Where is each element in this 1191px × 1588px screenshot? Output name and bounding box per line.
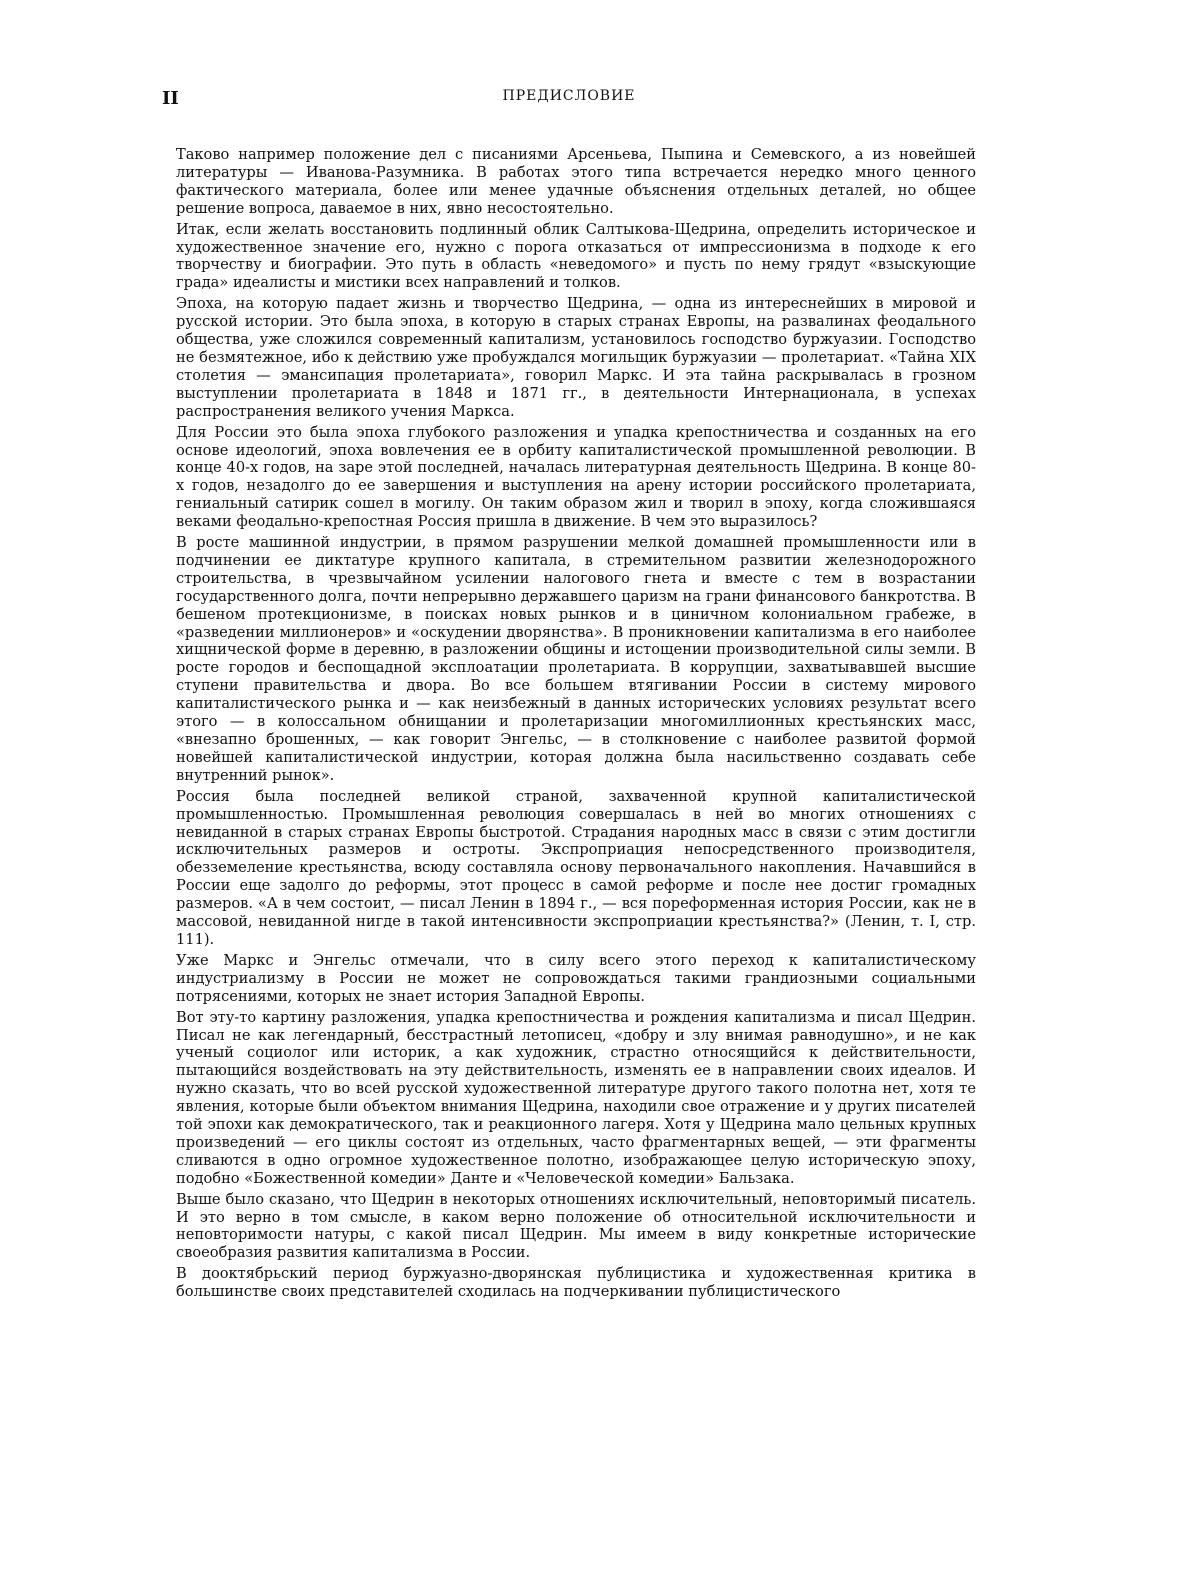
paragraph: Таково например положение дел с писаниями Арсеньева, Пыпина и Семевского, а из новейшей литературы — Иванова-Разумника. В работах этого типа встречается нередко много ценного фактического материала, более или менее удачные объяснения отдельных деталей, но общее решение вопроса, даваемое в них, явно несостоятельно. [176, 146, 976, 217]
paragraph: Выше было сказано, что Щедрин в некоторых отношениях исключительный, неповторимый писатель. И это верно в том смысле, в каком верно положение об относительной исключительности и неповторимости натуры, с какой писал Щедрин. Мы имеем в виду конкретные исторические своеобразия развития капитализма в России. [176, 1190, 976, 1262]
running-title: ПРЕДИСЛОВИЕ [502, 88, 636, 104]
paragraph: В росте машинной индустрии, в прямом разрушении мелкой домашней промышленности или в подчинении ее диктатуре крупного капитала, в стремительном развитии железнодорожного строительства, в чрезвычайном усилении налогового гнета и вместе с тем в возрастании государственного долга, почти непрерывно державшего царизм на грани финансового банкротства. В бешеном протекционизме, в поисках новых рынков и в циничном колониальном грабеже, в «разведении миллионеров» и «оскудении дворянства». В проникновении капитализма в его наиболее хищнической форме в деревню, в разложении общины и истощении производительной силы земли. В росте городов и беспощадной эксплоатации пролетариата. В коррупции, захватывавшей высшие ступени правительства и двора. Во все большем втягивании России в систему мирового капиталистического рынка и — как неизбежный в данных исторических условиях результат всего этого — в колоссальном обнищании и пролетаризации многомиллионных крестьянских масс, «внезапно брошенных, — как говорит Энгельс, — в столкновение с наиболее развитой формой новейшей капиталистической индустрии, которая должна была насильственно создавать себе внутренний рынок». [176, 534, 976, 784]
page-number: II [162, 88, 179, 109]
page-header [162, 88, 976, 112]
body-text [176, 146, 976, 1304]
paragraph: Уже Маркс и Энгельс отмечали, что в силу всего этого переход к капиталистическому индустриализму в России не может не сопровождаться такими грандиозными социальными потрясениями, которых не знает история Западной Европы. [176, 951, 976, 1005]
paragraph: Россия была последней великой страной, захваченной крупной капиталистической промышленностью. Промышленная революция совершалась в ней во многих отношениях с невиданной в старых странах Европы быстротой. Страдания народных масс в связи с этим достигли исключительных размеров и остроты. Экспроприация непосредственного производителя, обезземеление крестьянства, всюду составляла основу первоначального накопления. Начавшийся в России еще задолго до реформы, этот процесс в самой реформе и после нее достиг громадных размеров. «А в чем состоит, — писал Ленин в 1894 г., — вся пореформенная история России, как не в массовой, невиданной нигде в такой интенсивности экспроприации крестьянства?» (Ленин, т. I, стр. 111). [176, 787, 976, 948]
paragraph: В дооктябрьский период буржуазно-дворянская публицистика и художественная критика в большинстве своих представителей сходилась на подчеркивании публицистического [176, 1265, 976, 1301]
paragraph: Итак, если желать восстановить подлинный облик Салтыкова-Щедрина, определить историческое и художественное значение его, нужно с порога отказаться от импрессионизма в подходе к его творчеству и биографии. Это путь в область «неведомого» и пусть по нему грядут «взыскующие града» идеалисты и мистики всех направлений и толков. [176, 220, 976, 292]
paragraph: Для России это была эпоха глубокого разложения и упадка крепостничества и созданных на его основе идеологий, эпоха вовлечения ее в орбиту капиталистической промышленной революции. В конце 40-х годов, на заре этой последней, началась литературная деятельность Щедрина. В конце 80-х годов, незадолго до ее завершения и выступления на арену истории российского пролетариата, гениальный сатирик сошел в могилу. Он таким образом жил и творил в эпоху, когда сложившаяся веками феодально-крепостная Россия пришла в движение. В чем это выразилось? [176, 423, 976, 531]
paragraph: Вот эту-то картину разложения, упадка крепостничества и рождения капитализма и писал Щедрин. Писал не как легендарный, бесстрастный летописец, «добру и злу внимая равнодушно», и не как ученый социолог или историк, а как художник, страстно относящийся к действительности, пытающийся воздействовать на эту действительность, изменять ее в направлении своих идеалов. И нужно сказать, что во всей русской художественной литературе другого такого полотна нет, хотя те явления, которые были объектом внимания Щедрина, находили свое отражение и у других писателей той эпохи как демократического, так и реакционного лагеря. Хотя у Щедрина мало цельных крупных произведений — его циклы состоят из отдельных, часто фрагментарных вещей, — эти фрагменты сливаются в одно огромное художественное полотно, изображающее целую историческую эпоху, подобно «Божественной комедии» Данте и «Человеческой комедии» Бальзака. [176, 1008, 976, 1187]
paragraph: Эпоха, на которую падает жизнь и творчество Щедрина, — одна из интереснейших в мировой и русской истории. Это была эпоха, в которую в старых странах Европы, на развалинах феодального общества, уже сложился современный капитализм, установилось господство буржуазии. Господство не безмятежное, ибо к действию уже пробуждался могильщик буржуазии — пролетариат. «Тайна XIX столетия — эмансипация пролетариата», говорил Маркс. И эта тайна раскрывалась в грозном выступлении пролетариата в 1848 и 1871 гг., в деятельности Интернационала, в успехах распространения великого учения Маркса. [176, 295, 976, 420]
